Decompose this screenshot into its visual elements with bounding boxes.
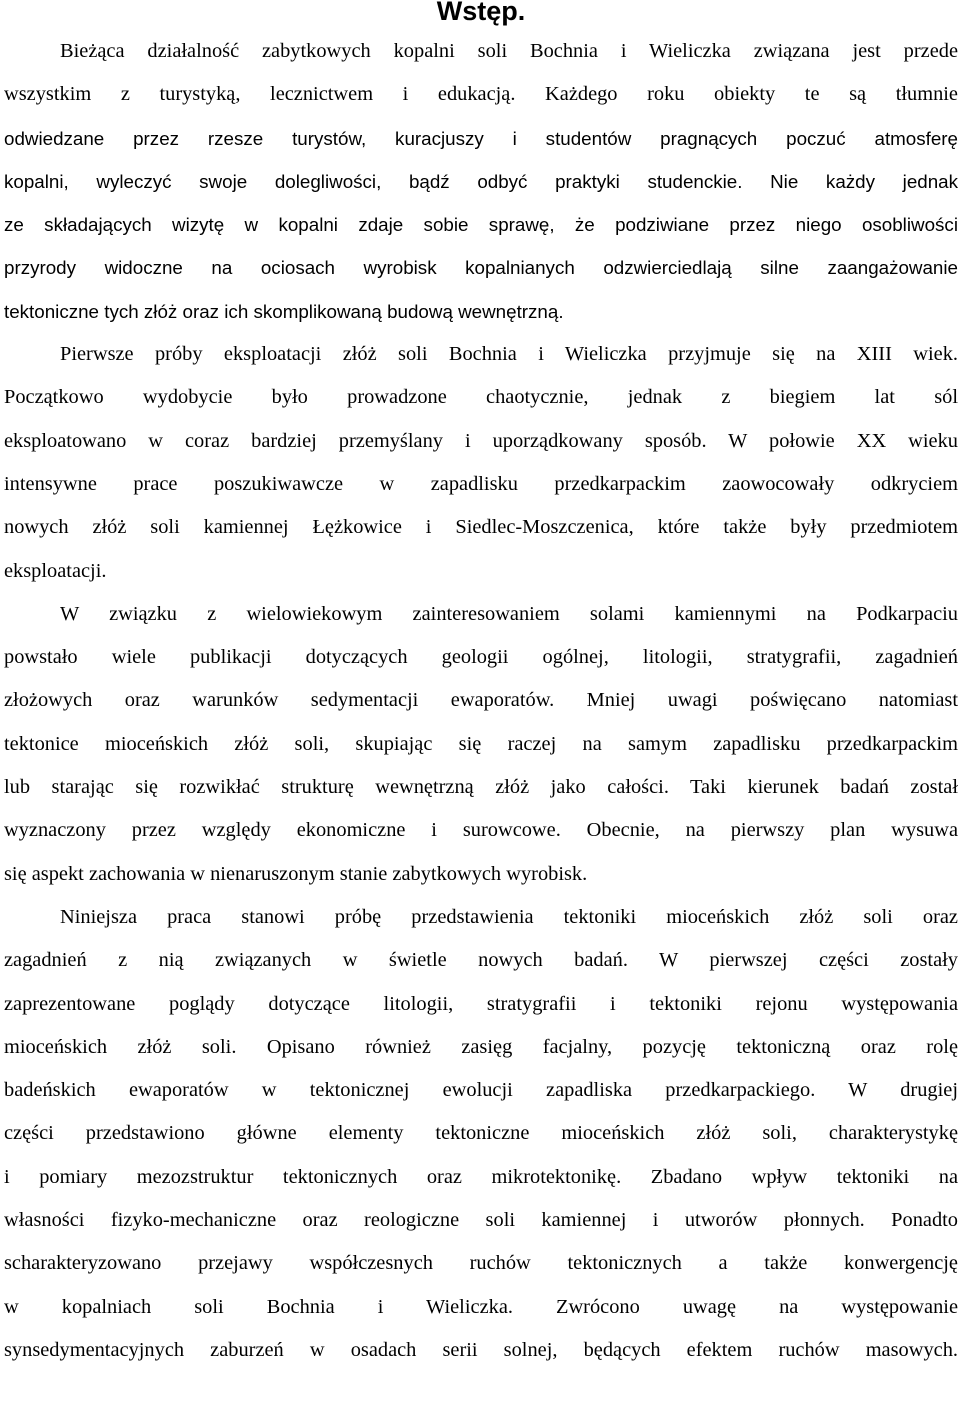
- paragraph: [4, 896, 958, 1372]
- text-line: wszystkim z turystyką, lecznictwem i edukacją. Każdego roku obiekty te są tłumnie: [4, 83, 958, 106]
- text-line: tektonice mioceńskich złóż soli, skupiając się raczej na samym zapadlisku przedkarpackim: [4, 732, 958, 755]
- text-line: przyrody widoczne na ociosach wyrobisk kopalnianych odzwierciedlają silne zaangażowanie: [4, 257, 958, 279]
- text-line: zaprezentowane poglądy dotyczące litologii, stratygrafii i tektoniki rejonu występowania: [4, 992, 958, 1015]
- text-line: złożowych oraz warunków sedymentacji ewaporatów. Mniej uwagi poświęcano natomiast: [4, 689, 958, 712]
- text-line: Niniejsza praca stanowi próbę przedstawienia tektoniki mioceńskich złóż soli oraz: [60, 905, 958, 928]
- text-line: nowych złóż soli kamiennej Łężkowice i Siedlec-Moszczenica, które także były przedmiotem: [4, 516, 958, 539]
- text-line: kopalni, wyleczyć swoje dolegliwości, bądź odbyć praktyki studenckie. Nie każdy jednak: [4, 170, 958, 192]
- text-line: tektoniczne tych złóż oraz ich skomplikowaną budową wewnętrzną.: [4, 300, 564, 322]
- text-line: eksploatacji.: [4, 559, 107, 582]
- text-line: powstało wiele publikacji dotyczących geologii ogólnej, litologii, stratygrafii, zagadnień: [4, 646, 958, 669]
- text-line: Pierwsze próby eksploatacji złóż soli Bochnia i Wieliczka przyjmuje się na XIII wiek.: [60, 343, 958, 366]
- text-line: mioceńskich złóż soli. Opisano również zasięg facjalny, pozycję tektoniczną oraz rolę: [4, 1035, 958, 1058]
- text-line: wyznaczony przez względy ekonomiczne i surowcowe. Obecnie, na pierwszy plan wysuwa: [4, 819, 958, 842]
- text-line: ze składających wizytę w kopalni zdaje sobie sprawę, że podziwiane przez niego osobliwości: [4, 214, 958, 236]
- text-line: synsedymentacyjnych zaburzeń w osadach serii solnej, będących efektem ruchów masowych.: [4, 1338, 958, 1361]
- text-line: własności fizyko-mechaniczne oraz reologiczne soli kamiennej i utworów płonnych. Ponadto: [4, 1209, 958, 1232]
- text-line: intensywne prace poszukiwawcze w zapadlisku przedkarpackim zaowocowały odkryciem: [4, 472, 958, 495]
- page-title: Wstęp.: [436, 0, 526, 26]
- text-line: lub starając się rozwikłać strukturę wewnętrzną złóż jako całości. Taki kierunek badań został: [4, 776, 958, 799]
- text-line: zagadnień z nią związanych w świetle nowych badań. W pierwszej części zostały: [4, 949, 958, 972]
- text-line: odwiedzane przez rzesze turystów, kuracjuszy i studentów pragnących poczuć atmosferę: [4, 127, 958, 149]
- text-line: w kopalniach soli Bochnia i Wieliczka. Zwrócono uwagę na występowanie: [4, 1295, 958, 1318]
- text-line: scharakteryzowano przejawy współczesnych ruchów tektonicznych a także konwergencję: [4, 1252, 958, 1275]
- text-line: eksploatowano w coraz bardziej przemyślany i uporządkowany sposób. W połowie XX wieku: [4, 429, 958, 452]
- text-line: się aspekt zachowania w nienaruszonym stanie zabytkowych wyrobisk.: [4, 862, 588, 885]
- text-line: Początkowo wydobycie było prowadzone chaotycznie, jednak z biegiem lat sól: [4, 386, 958, 409]
- text-line: Bieżąca działalność zabytkowych kopalni soli Bochnia i Wieliczka związana jest przede: [60, 40, 958, 62]
- body-text: [4, 30, 958, 1372]
- text-line: i pomiary mezozstruktur tektonicznych oraz mikrotektonikę. Zbadano wpływ tektoniki na: [4, 1165, 958, 1188]
- text-line: W związku z wielowiekowym zainteresowaniem solami kamiennymi na Podkarpaciu: [60, 602, 958, 625]
- text-line: części przedstawiono główne elementy tektoniczne mioceńskich złóż soli, charakterystykę: [4, 1122, 958, 1145]
- paragraph: [4, 593, 958, 896]
- paragraph: [4, 333, 958, 593]
- text-line: badeńskich ewaporatów w tektonicznej ewolucji zapadliska przedkarpackiego. W drugiej: [4, 1079, 958, 1102]
- paragraph: [4, 30, 958, 333]
- document-page: [4, 0, 958, 1372]
